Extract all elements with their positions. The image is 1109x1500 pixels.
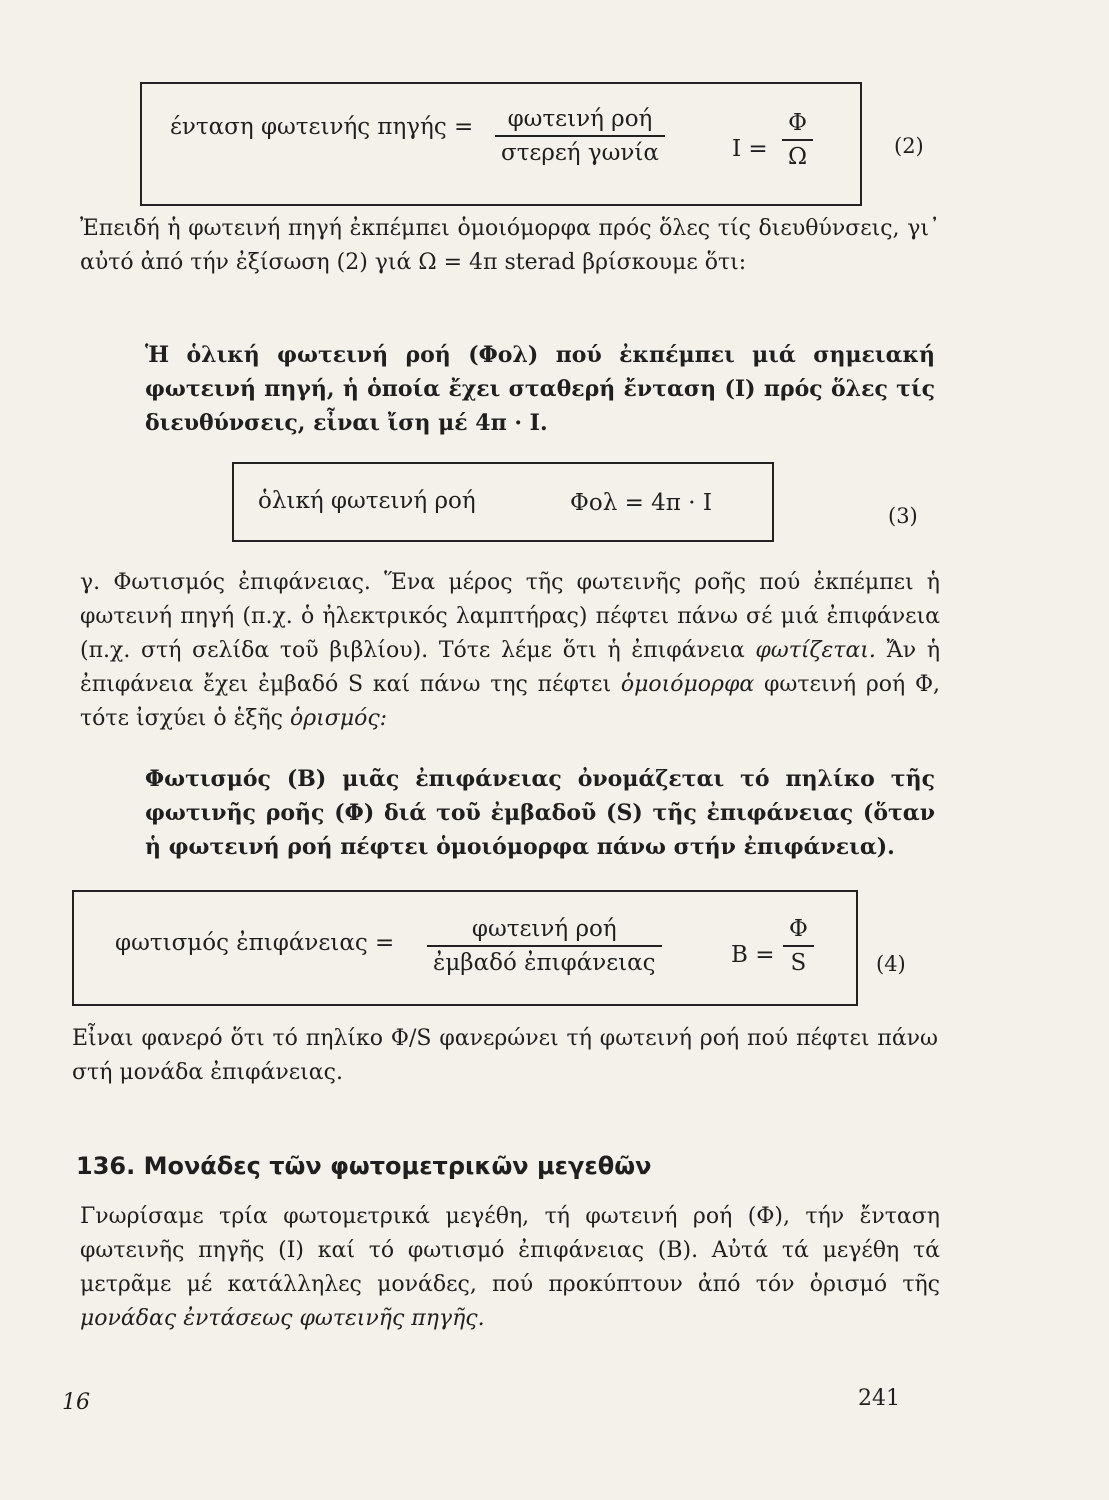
formula-2-short-denominator: Ω <box>788 144 808 170</box>
paragraph-4-italic: μονάδας ἐντάσεως φωτεινῆς πηγῆς. <box>80 1306 485 1331</box>
paragraph-2-italic-2: ὁμοιόμορφα <box>620 672 755 697</box>
formula-2-short-left: I = <box>732 136 768 162</box>
formula-2-denominator: στερεή γωνία <box>501 140 659 166</box>
paragraph-flux-per-area: Εἶναι φανερό ὅτι τό πηλίκο Φ/S φανερώνει τή φωτεινή ροή πού πέφτει πάνω στή μονάδα ἐπιφάνειας. <box>72 1026 938 1085</box>
formula-2-numerator: φωτεινή ροή <box>495 106 665 137</box>
formula-4-fraction <box>427 916 662 976</box>
formula-4-short-fraction <box>783 916 814 976</box>
paragraph-1: Ἐπειδή ἡ φωτεινή πηγή ἐκπέμπει ὁμοιόμορφα πρός ὅλες τίς διευθύνσεις, γι᾽ αὐτό ἀπό τήν ἐξίσωση (2) γιά Ω = 4π sterad βρίσκουμε ὅτι: <box>80 216 940 275</box>
paragraph-2-text-3: φωτεινή ροή Φ, τότε ἰσχύει ὁ ἑξῆς <box>80 672 940 731</box>
paragraph-2-text-2: Ἄν ἡ ἐπιφάνεια ἔχει ἐμβαδό S καί πάνω της πέφτει <box>80 638 941 697</box>
paragraph-photometric-units <box>80 1200 940 1336</box>
section-heading <box>76 1152 651 1180</box>
formula-4-short-denominator: S <box>790 950 807 976</box>
equation-number-2: (2) <box>894 134 924 158</box>
formula-2-short-numerator: Φ <box>782 110 813 141</box>
formula-2-fraction <box>495 106 665 166</box>
formula-4-left-label: φωτισμός ἐπιφάνειας = <box>115 930 395 956</box>
formula-4-short-numerator: Φ <box>783 916 814 947</box>
formula-3-expression: Φολ = 4π · I <box>570 490 712 516</box>
section-title: Μονάδες τῶν φωτομετρικῶν μεγεθῶν <box>143 1152 652 1180</box>
paragraph-2-italic-1: φωτίζεται. <box>755 638 876 663</box>
paragraph-illuminance-intro <box>80 566 940 736</box>
paragraph-2-lead: γ. Φωτισμός ἐπιφάνειας. <box>80 570 371 595</box>
equation-number-4: (4) <box>876 952 906 976</box>
paragraph-2-italic-3: ὁρισμός: <box>290 706 388 731</box>
page-number-left: 16 <box>62 1390 90 1415</box>
formula-4-denominator: ἐμβαδό ἐπιφάνειας <box>433 950 656 976</box>
statement-illuminance: Φωτισμός (B) μιᾶς ἐπιφάνειας ὀνομάζεται τό πηλίκο τῆς φωτινῆς ροῆς (Φ) διά τοῦ ἐμβαδοῦ (S) τῆς ἐπιφάνειας (ὅταν ἡ φωτεινή ροή πέφτει ὁμοιόμορφα πάνω στήν ἐπιφάνεια). <box>145 766 935 860</box>
paragraph-4-text: Γνωρίσαμε τρία φωτομετρικά μεγέθη, τή φωτεινή ροή (Φ), τήν ἔνταση φωτεινῆς πηγῆς (I) καί τό φωτισμό ἐπιφάνειας (B). Αὐτά τά μεγέθη τά μετρᾶμε μέ κατάλληλες μονάδες, πού προκύπτουν ἀπό τόν ὁρισμό τῆς <box>80 1204 940 1297</box>
formula-4-short-left: B = <box>731 942 775 968</box>
formula-2-short-fraction <box>782 110 813 170</box>
formula-3-label: ὁλική φωτεινή ροή <box>258 488 476 514</box>
formula-2-left-label: ένταση φωτεινής πηγής = <box>170 114 474 140</box>
formula-4-numerator: φωτεινή ροή <box>427 916 662 947</box>
section-number: 136. <box>76 1152 136 1180</box>
paragraph-2-text-1: Ἕνα μέρος τῆς φωτεινῆς ροῆς πού ἐκπέμπει ἡ φωτεινή πηγή (π.χ. ὁ ἠλεκτρικός λαμπτήρας) πέφτει πάνω σέ μιά ἐπιφάνεια (π.χ. στή σελίδα τοῦ βιβλίου). Τότε λέμε ὅτι ἡ ἐπιφάνεια <box>80 570 940 663</box>
equation-number-3: (3) <box>888 504 918 528</box>
statement-total-flux: Ἡ ὁλική φωτεινή ροή (Φολ) πού ἐκπέμπει μιά σημειακή φωτεινή πηγή, ἡ ὁποία ἔχει σταθερή ἔνταση (I) πρός ὅλες τίς διευθύνσεις, εἶναι ἴση μέ 4π · I. <box>145 342 935 436</box>
page-number-right: 241 <box>858 1386 900 1411</box>
